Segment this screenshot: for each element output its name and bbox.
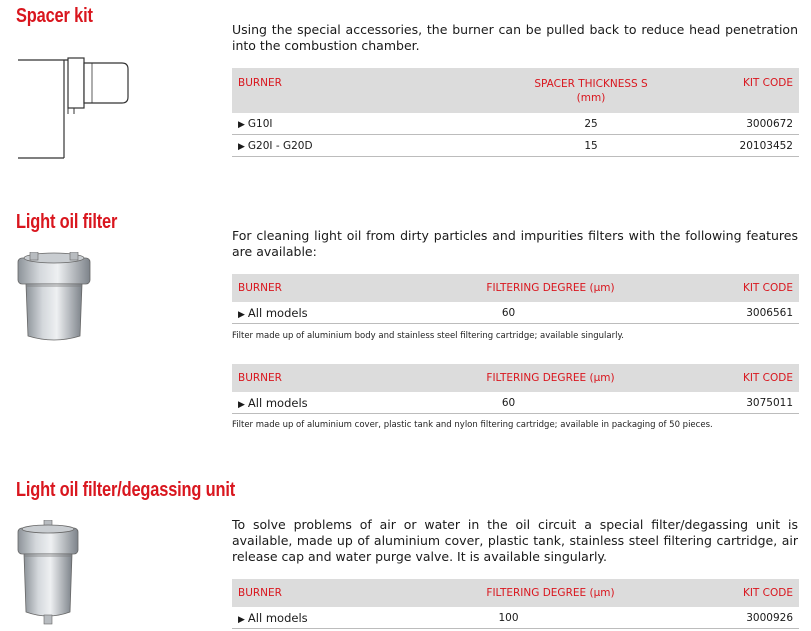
column-header-kit-code: KIT CODE xyxy=(677,579,799,607)
spacer-kit-diagram xyxy=(18,50,138,160)
burner-cell xyxy=(232,607,424,629)
play-triangle-icon: ▶ xyxy=(238,119,245,130)
degassing-unit-title: Light oil filter/degassing unit xyxy=(16,479,236,501)
spacer-thickness-label: SPACER THICKNESS S xyxy=(534,78,648,90)
burner-value: All models xyxy=(247,305,308,320)
table-row xyxy=(232,302,799,324)
burner-cell xyxy=(232,135,505,157)
light-oil-filter-image xyxy=(16,252,92,344)
table-row xyxy=(232,392,799,414)
column-header-burner: BURNER xyxy=(232,579,424,607)
column-header-spacer-thickness xyxy=(505,68,677,113)
thickness-cell: 25 xyxy=(505,113,677,135)
table-header-row xyxy=(232,364,799,392)
column-header-kit-code: KIT CODE xyxy=(677,274,799,302)
light-oil-filter-intro: For cleaning light oil from dirty particles and impurities filters with the following features are available: xyxy=(232,228,798,259)
filtering-degree-cell: 100 xyxy=(424,607,677,629)
column-header-burner: BURNER xyxy=(232,364,424,392)
table-header-row xyxy=(232,274,799,302)
column-header-kit-code: KIT CODE xyxy=(677,68,799,113)
degassing-unit-image xyxy=(16,520,80,626)
table-header-row xyxy=(232,579,799,607)
kit-code-cell: 20103452 xyxy=(677,135,799,157)
burner-value: G10I xyxy=(247,117,273,130)
play-triangle-icon: ▶ xyxy=(238,309,245,320)
kit-code-cell: 3075011 xyxy=(677,392,799,414)
play-triangle-icon: ▶ xyxy=(238,614,245,625)
kit-code-cell: 3006561 xyxy=(677,302,799,324)
degassing-unit-table xyxy=(232,579,799,629)
burner-value: G20I - G20D xyxy=(247,139,313,152)
burner-cell xyxy=(232,113,505,135)
burner-cell xyxy=(232,302,424,324)
filter-note-2: Filter made up of aluminium cover, plastic tank and nylon filtering cartridge; available in packaging of 50 pieces. xyxy=(232,420,713,430)
kit-code-cell: 3000672 xyxy=(677,113,799,135)
filter-note-1: Filter made up of aluminium body and stainless steel filtering cartridge; available singularly. xyxy=(232,331,624,341)
play-triangle-icon: ▶ xyxy=(238,141,245,152)
filtering-degree-cell: 60 xyxy=(424,392,677,414)
burner-cell xyxy=(232,392,424,414)
spacer-kit-title: Spacer kit xyxy=(16,5,93,27)
spacer-thickness-unit: (mm) xyxy=(576,92,606,104)
light-oil-filter-table-2 xyxy=(232,364,799,414)
light-oil-filter-title: Light oil filter xyxy=(16,211,118,233)
light-oil-filter-table-1 xyxy=(232,274,799,324)
kit-code-cell: 3000926 xyxy=(677,607,799,629)
column-header-burner: BURNER xyxy=(232,274,424,302)
column-header-filtering-degree: FILTERING DEGREE (µm) xyxy=(424,274,677,302)
spacer-kit-table xyxy=(232,68,799,157)
degassing-unit-intro: To solve problems of air or water in the oil circuit a special filter/degassing unit is available, made up of aluminium cover, plastic tank, stainless steel filtering cartridge, air release cap and water purge valve. It is available singularly. xyxy=(232,517,798,564)
filtering-degree-cell: 60 xyxy=(424,302,677,324)
play-triangle-icon: ▶ xyxy=(238,399,245,410)
table-header-row xyxy=(232,68,799,113)
thickness-cell: 15 xyxy=(505,135,677,157)
column-header-filtering-degree: FILTERING DEGREE (µm) xyxy=(424,364,677,392)
spacer-kit-intro: Using the special accessories, the burner can be pulled back to reduce head penetration into the combustion chamber. xyxy=(232,22,798,53)
table-row xyxy=(232,135,799,157)
burner-value: All models xyxy=(247,395,308,410)
table-row xyxy=(232,607,799,629)
column-header-burner: BURNER xyxy=(232,68,505,113)
burner-value: All models xyxy=(247,610,308,625)
column-header-filtering-degree: FILTERING DEGREE (µm) xyxy=(424,579,677,607)
table-row xyxy=(232,113,799,135)
column-header-kit-code: KIT CODE xyxy=(677,364,799,392)
